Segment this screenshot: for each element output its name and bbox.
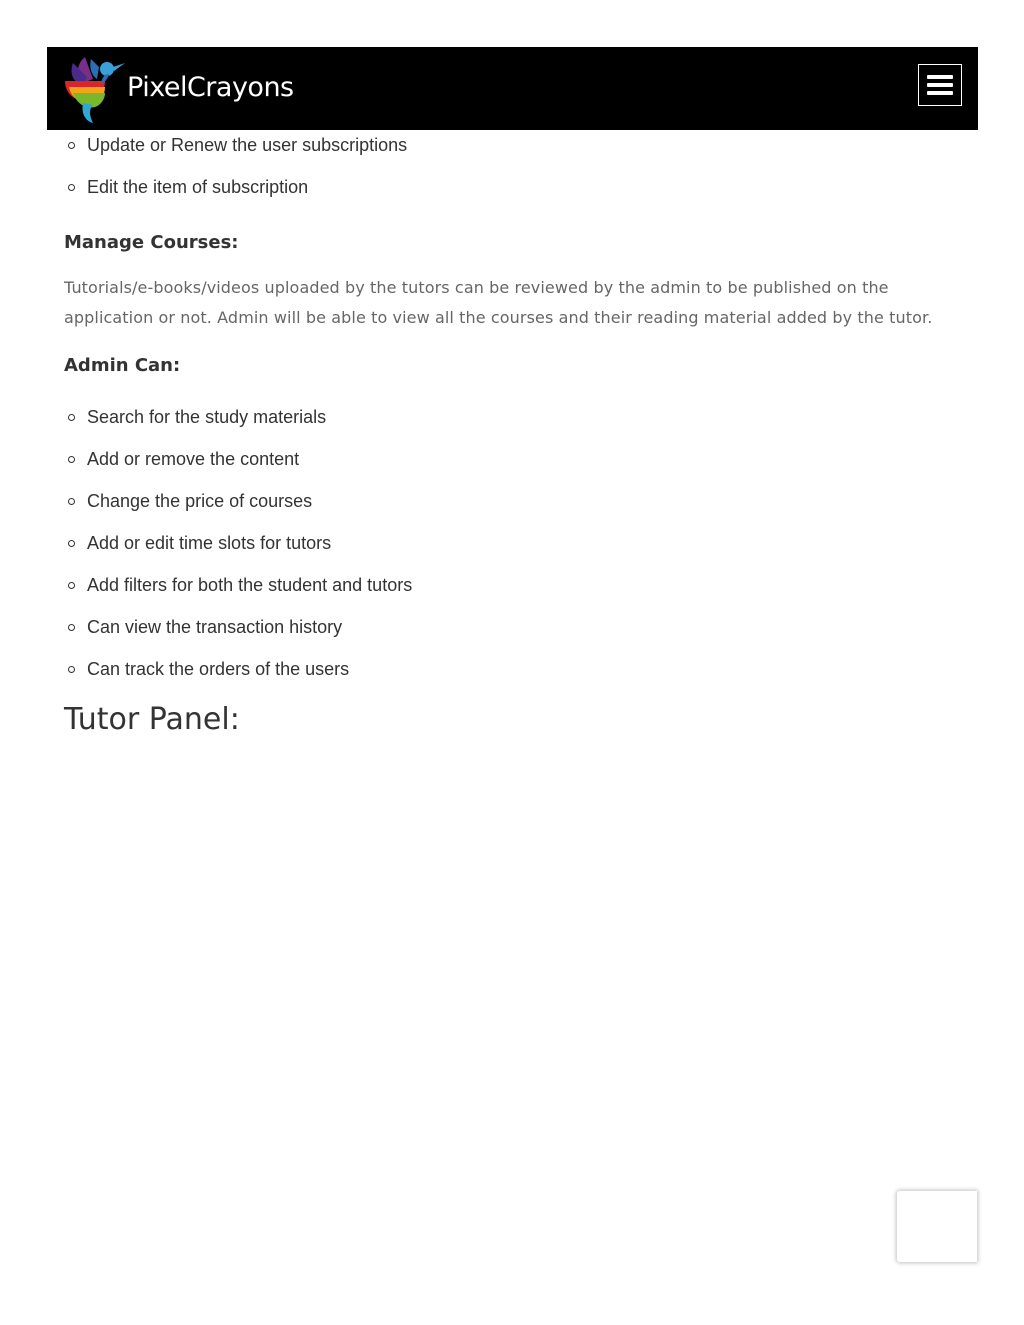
hummingbird-logo-icon	[63, 53, 125, 125]
bullet-icon	[68, 540, 75, 547]
list-item: Edit the item of subscription	[64, 172, 964, 214]
tutor-panel-heading: Tutor Panel:	[64, 702, 240, 737]
article-content	[64, 130, 964, 737]
brand-name: PixelCrayons	[127, 71, 294, 103]
hamburger-menu-button[interactable]	[918, 64, 962, 106]
subscription-list	[64, 130, 964, 214]
manage-courses-heading: Manage Courses:	[64, 232, 239, 253]
recaptcha-badge[interactable]	[897, 1191, 977, 1262]
bullet-icon	[68, 498, 75, 505]
list-item: Change the price of courses	[64, 486, 964, 528]
menu-bar	[927, 83, 953, 87]
list-item: Can view the transaction history	[64, 612, 964, 654]
bullet-icon	[68, 414, 75, 421]
site-header	[47, 47, 978, 130]
bullet-icon	[68, 666, 75, 673]
manage-courses-description: Tutorials/e-books/videos uploaded by the tutors can be reviewed by the admin to be published on the application or not. Admin will be able to view all the courses and their reading material added by the tutor.	[64, 278, 933, 327]
admin-can-heading: Admin Can:	[64, 355, 181, 376]
menu-bar	[927, 75, 953, 79]
menu-bar	[927, 91, 953, 95]
bullet-icon	[68, 456, 75, 463]
list-item: Search for the study materials	[64, 402, 964, 444]
list-item: Add or edit time slots for tutors	[64, 528, 964, 570]
list-item: Add filters for both the student and tutors	[64, 570, 964, 612]
bullet-icon	[68, 582, 75, 589]
list-item: Add or remove the content	[64, 444, 964, 486]
bullet-icon	[68, 142, 75, 149]
admin-capabilities-list	[64, 402, 964, 696]
brand-logo[interactable]	[63, 53, 294, 125]
bullet-icon	[68, 184, 75, 191]
list-item: Can track the orders of the users	[64, 654, 964, 696]
bullet-icon	[68, 624, 75, 631]
list-item: Update or Renew the user subscriptions	[64, 130, 964, 172]
